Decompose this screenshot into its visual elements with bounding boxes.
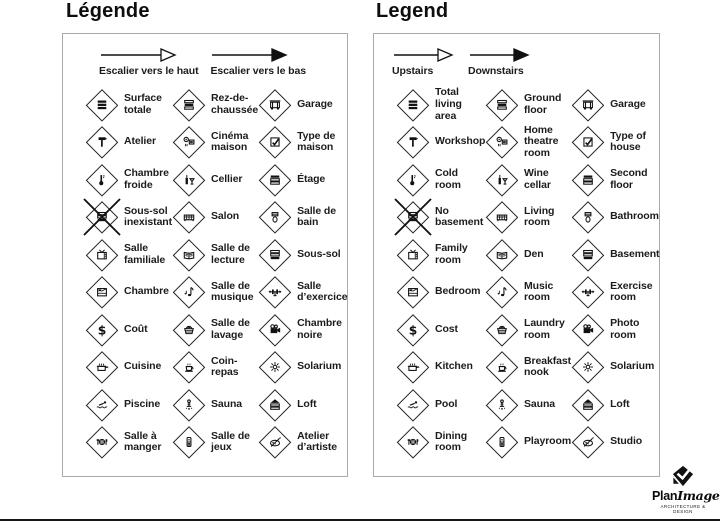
legend-item-label: Kitchen xyxy=(435,360,473,373)
cooking-pot-icon xyxy=(396,350,430,384)
checkbox-icon xyxy=(571,125,605,159)
legend-item xyxy=(485,88,571,122)
bed-icon xyxy=(85,275,119,309)
stairs-down-arrow-icon xyxy=(468,47,532,63)
legend-item-label: Family room xyxy=(435,242,468,266)
legend-item xyxy=(85,388,172,422)
legend-item xyxy=(258,200,347,234)
legend-item-label: Piscine xyxy=(124,397,161,410)
legend-title-french: Légende xyxy=(66,0,150,22)
legend-item-label: Chambre xyxy=(124,285,169,298)
legend-item-label: Sous-sol inexistant xyxy=(124,204,173,229)
legend-panel-english xyxy=(373,33,660,477)
ground-floor-layers-icon xyxy=(172,88,206,122)
bathroom-icon xyxy=(571,200,605,234)
legend-item xyxy=(485,125,571,160)
projector-icon xyxy=(485,125,519,159)
legend-item xyxy=(258,275,347,309)
basement-layers-icon xyxy=(571,238,605,272)
wine-icon xyxy=(172,163,206,197)
crossed-out-x-icon xyxy=(394,198,432,236)
legend-item xyxy=(172,163,258,197)
legend-item xyxy=(396,238,485,272)
total-area-layers-icon xyxy=(85,88,119,122)
legend-item xyxy=(485,313,571,347)
sun-icon xyxy=(571,350,605,384)
legend-item-label: Rez-de-chaussée xyxy=(211,92,259,116)
legend-item xyxy=(258,125,347,159)
legend-title-english: Legend xyxy=(376,0,449,22)
sofa-icon xyxy=(172,200,206,234)
legend-item xyxy=(85,125,172,159)
tv-icon xyxy=(396,238,430,272)
car-icon xyxy=(258,88,292,122)
legend-item-label: Salon xyxy=(211,210,240,223)
legend-item-label: Sous-sol xyxy=(297,247,341,260)
legend-item-label: Bathroom xyxy=(610,210,659,223)
legend-item xyxy=(485,200,571,234)
legend-item-label: Music room xyxy=(524,279,554,304)
svg-text:$: $ xyxy=(97,323,107,338)
legend-item xyxy=(172,313,258,347)
planimage-diamond-check-icon xyxy=(671,465,695,487)
legend-item xyxy=(485,238,571,272)
legend-item-label: Chambre froide xyxy=(124,167,169,191)
legend-item-label: Cinéma maison xyxy=(211,129,249,154)
legend-item xyxy=(172,200,258,234)
legend-item-label: Salle de bain xyxy=(297,204,336,229)
legend-item-label: Cellier xyxy=(211,172,243,185)
stairs-up-arrow-icon xyxy=(99,47,179,63)
legend-item-label: Garage xyxy=(297,97,333,110)
laundry-icon xyxy=(485,313,519,347)
legend-item-label: Salle de musique xyxy=(211,279,254,304)
legend-item xyxy=(172,425,258,459)
svg-text:$: $ xyxy=(408,323,418,338)
laundry-icon xyxy=(172,313,206,347)
legend-item xyxy=(85,313,172,347)
legend-item xyxy=(85,163,172,197)
legend-item xyxy=(571,125,659,159)
legend-item xyxy=(571,313,659,347)
legend-item xyxy=(396,350,485,384)
legend-item xyxy=(396,275,485,309)
legend-item-label: Coût xyxy=(124,322,148,335)
legend-item xyxy=(485,275,571,309)
legend-item xyxy=(571,238,659,272)
legend-item xyxy=(258,238,347,272)
car-icon xyxy=(571,88,605,122)
legend-item xyxy=(172,350,258,384)
stairs-down-label: Downstairs xyxy=(468,65,524,77)
stairs-down-arrow-icon xyxy=(210,47,290,63)
legend-item-label: Atelier d’artiste xyxy=(297,429,338,454)
legend-item-label: Loft xyxy=(297,397,317,410)
crossed-out-x-icon xyxy=(83,198,121,236)
logo-tagline: ARCHITECTURE & DESIGN xyxy=(660,504,706,514)
loft-layers-icon xyxy=(258,388,292,422)
legend-item xyxy=(172,238,258,272)
legend-item-label: Breakfast nook xyxy=(524,354,571,379)
legend-item-label: Wine cellar xyxy=(524,167,551,191)
legend-item xyxy=(485,388,571,422)
wine-icon xyxy=(485,163,519,197)
legend-item xyxy=(85,88,172,122)
stairs-up-arrow-icon xyxy=(392,47,456,63)
legend-item xyxy=(485,425,571,459)
legend-item-label: Sauna xyxy=(211,397,243,410)
sun-icon xyxy=(258,350,292,384)
palette-icon xyxy=(571,425,605,459)
legend-item xyxy=(396,425,485,459)
legend-item xyxy=(172,125,258,159)
legend-item-label: Salle familiale xyxy=(124,242,166,266)
legend-item xyxy=(396,87,485,122)
legend-item xyxy=(172,88,258,122)
legend-panel-french xyxy=(62,33,348,477)
no-basement-icon xyxy=(85,200,119,234)
upper-floor-layers-icon xyxy=(258,163,292,197)
legend-item-label: Solarium xyxy=(297,360,342,373)
legend-item-label: No basement xyxy=(435,204,484,229)
legend-item-label: Cost xyxy=(435,322,458,335)
stairs-arrow-key xyxy=(374,34,659,82)
legend-item xyxy=(258,425,347,459)
legend-item-label: Cuisine xyxy=(124,360,162,373)
palette-icon xyxy=(258,425,292,459)
legend-item xyxy=(85,425,172,459)
music-note-icon xyxy=(485,275,519,309)
legend-item-label: Ground floor xyxy=(524,92,562,116)
swimmer-icon xyxy=(396,388,430,422)
book-icon xyxy=(485,238,519,272)
coffee-cup-icon xyxy=(172,350,206,384)
bed-icon xyxy=(396,275,430,309)
music-note-icon xyxy=(172,275,206,309)
stairs-down-entry xyxy=(210,47,306,77)
dollar-icon xyxy=(396,313,430,347)
barbell-icon xyxy=(258,275,292,309)
projector-icon xyxy=(172,125,206,159)
legend-item-label: Coin-repas xyxy=(211,354,239,379)
legend-item xyxy=(571,275,659,309)
legend-item-label: Basement xyxy=(610,247,660,260)
legend-item-label: Surface totale xyxy=(124,92,162,116)
stairs-up-entry xyxy=(392,47,456,77)
legend-item xyxy=(258,388,347,422)
no-basement-icon xyxy=(396,200,430,234)
planimage-logo xyxy=(652,465,720,514)
legend-item-label: Studio xyxy=(610,435,643,448)
legend-item-label: Bedroom xyxy=(435,285,481,298)
logo-image-text: Image xyxy=(677,488,720,503)
stairs-up-entry xyxy=(99,47,198,77)
legend-item-label: Home theatre room xyxy=(524,123,559,160)
legend-grid-english xyxy=(374,82,659,461)
legend-item-label: Type of house xyxy=(610,129,646,154)
legend-item-label: Type de maison xyxy=(297,129,336,154)
basement-layers-icon xyxy=(258,238,292,272)
stairs-arrow-key xyxy=(63,34,347,82)
legend-item xyxy=(172,388,258,422)
hammer-icon xyxy=(85,125,119,159)
legend-item-label: Salle de lecture xyxy=(211,242,250,266)
legend-item-label: Étage xyxy=(297,172,326,185)
legend-item-label: Second floor xyxy=(610,167,648,191)
legend-item-label: Dining room xyxy=(435,429,468,454)
dining-icon xyxy=(85,425,119,459)
camera-icon xyxy=(571,313,605,347)
legend-item-label: Workshop xyxy=(435,135,486,148)
legend-item xyxy=(258,163,347,197)
legend-item xyxy=(85,238,172,272)
legend-item xyxy=(571,200,659,234)
sofa-icon xyxy=(485,200,519,234)
legend-grid-french xyxy=(63,82,347,461)
legend-item-label: Atelier xyxy=(124,135,156,148)
camera-icon xyxy=(258,313,292,347)
legend-item xyxy=(396,163,485,197)
cooking-pot-icon xyxy=(85,350,119,384)
legend-item-label: Solarium xyxy=(610,360,655,373)
legend-item xyxy=(485,163,571,197)
legend-item xyxy=(85,350,172,384)
legend-item-label: Sauna xyxy=(524,397,556,410)
legend-item xyxy=(571,425,659,459)
book-icon xyxy=(172,238,206,272)
stairs-down-entry xyxy=(468,47,532,77)
logo-plan-text: Plan xyxy=(652,489,678,503)
legend-item-label: Chambre noire xyxy=(297,317,342,341)
thermometer-icon xyxy=(396,163,430,197)
legend-item xyxy=(85,275,172,309)
legend-item xyxy=(396,200,485,234)
stairs-up-label: Upstairs xyxy=(392,65,434,77)
checkbox-icon xyxy=(258,125,292,159)
legend-item-label: Garage xyxy=(610,97,646,110)
upper-floor-layers-icon xyxy=(571,163,605,197)
bathroom-icon xyxy=(258,200,292,234)
stairs-up-label: Escalier vers le haut xyxy=(99,65,199,77)
thermometer-icon xyxy=(85,163,119,197)
legend-item-label: Photo room xyxy=(610,317,640,341)
legend-item xyxy=(571,388,659,422)
legend-item-label: Salle d’exercice xyxy=(297,279,348,304)
legend-item-label: Total living area xyxy=(435,86,462,122)
legend-item-label: Loft xyxy=(610,397,630,410)
legend-item-label: Living room xyxy=(524,204,555,229)
legend-item xyxy=(258,350,347,384)
hammer-icon xyxy=(396,125,430,159)
legend-item xyxy=(571,163,659,197)
tv-icon xyxy=(85,238,119,272)
legend-item-label: Salle de jeux xyxy=(211,429,250,454)
legend-item xyxy=(571,88,659,122)
planimage-wordmark xyxy=(652,488,720,504)
legend-item xyxy=(258,88,347,122)
legend-item xyxy=(396,388,485,422)
legend-item xyxy=(85,200,172,234)
legend-item-label: Den xyxy=(524,247,544,260)
legend-item xyxy=(258,313,347,347)
legend-item-label: Salle de lavage xyxy=(211,317,250,341)
stairs-down-label: Escalier vers le bas xyxy=(210,65,306,77)
barbell-icon xyxy=(571,275,605,309)
legend-item-label: Salle à manger xyxy=(124,429,162,454)
legend-item-label: Laundry room xyxy=(524,317,565,341)
legend-item-label: Exercise room xyxy=(610,279,653,304)
legend-item-label: Cold room xyxy=(435,167,461,191)
legend-item xyxy=(396,125,485,159)
legend-item-label: Pool xyxy=(435,397,458,410)
sauna-person-icon xyxy=(172,388,206,422)
ground-floor-layers-icon xyxy=(485,88,519,122)
game-piece-icon xyxy=(485,425,519,459)
legend-item xyxy=(571,350,659,384)
sauna-person-icon xyxy=(485,388,519,422)
dollar-icon xyxy=(85,313,119,347)
total-area-layers-icon xyxy=(396,88,430,122)
coffee-cup-icon xyxy=(485,350,519,384)
legend-item xyxy=(485,350,571,384)
legend-item-label: Playroom xyxy=(524,435,572,448)
bottom-rule xyxy=(0,519,720,521)
legend-item xyxy=(172,275,258,309)
game-piece-icon xyxy=(172,425,206,459)
swimmer-icon xyxy=(85,388,119,422)
legend-item xyxy=(396,313,485,347)
dining-icon xyxy=(396,425,430,459)
loft-layers-icon xyxy=(571,388,605,422)
